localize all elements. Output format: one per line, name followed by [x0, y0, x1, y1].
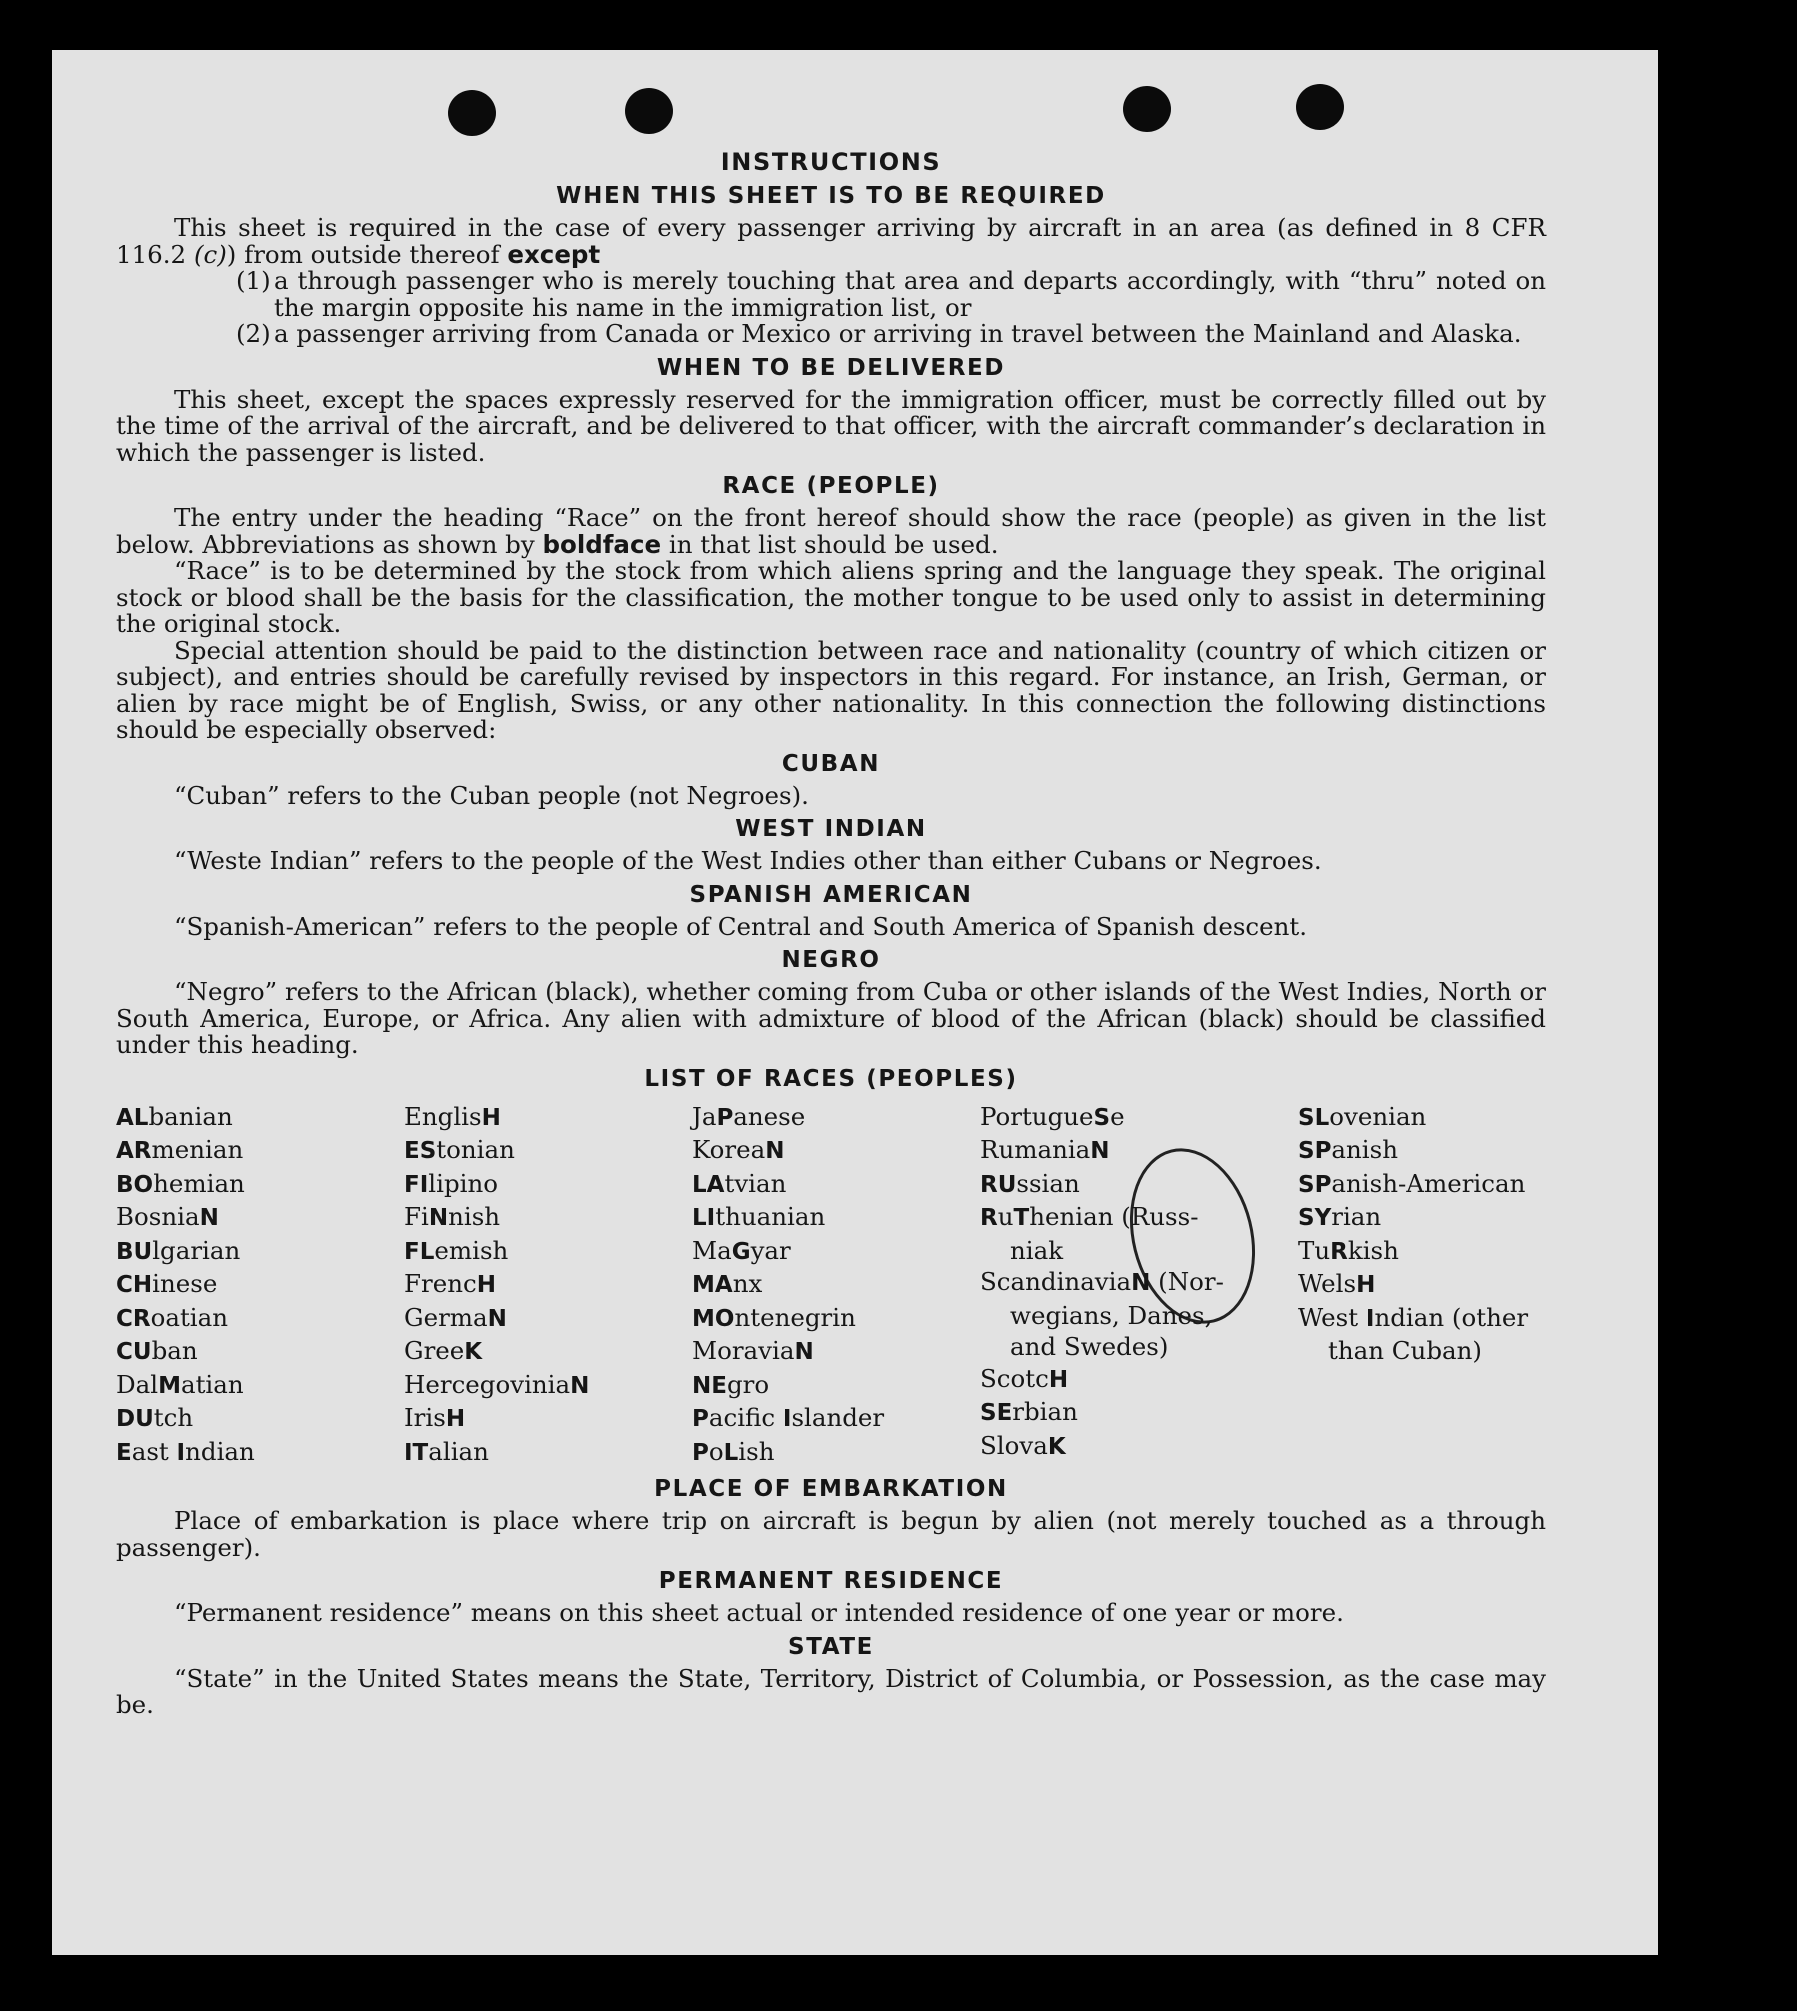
except-bold: except [507, 239, 601, 269]
race-entry [692, 1268, 980, 1302]
race-abbreviation: L [723, 1439, 739, 1466]
races-column [1298, 1101, 1538, 1470]
exception-text: a passenger arriving from Canada or Mexico or arriving in travel between the Mainland and Alaska. [274, 319, 1522, 348]
race-name-part: Ma [692, 1235, 732, 1265]
race-entry [1298, 1201, 1538, 1235]
race-name-part: Portugue [980, 1101, 1094, 1131]
race-name-part: ban [151, 1336, 198, 1365]
race-paragraph: “Race” is to be determined by the stock from which aliens spring and the language they speak. The original stock or blood shall be the basis for the classification, the mother tongue to be used only to assist in determining the original stock. [116, 556, 1546, 638]
race-name-part: Tu [1298, 1235, 1331, 1265]
race-abbreviation: BO [116, 1171, 154, 1198]
boldface-word: boldface [542, 529, 662, 559]
race-name-part: nish [448, 1202, 501, 1231]
race-entry [116, 1335, 404, 1369]
race-abbreviation: CR [116, 1305, 151, 1332]
cfr-reference: (c) [193, 239, 227, 269]
spanish-american-heading: SPANISH AMERICAN [689, 881, 973, 908]
race-abbreviation: SY [1298, 1205, 1332, 1231]
race-name-part: hemian [153, 1168, 245, 1198]
race-entry [980, 1300, 1298, 1332]
embarkation-heading: PLACE OF EMBARKATION [654, 1476, 1008, 1502]
race-entry [980, 1430, 1298, 1464]
race-name-part: alian [428, 1436, 489, 1466]
race-name-part: anish-American [1331, 1168, 1526, 1198]
race-entry [116, 1268, 404, 1302]
intro-text: ) from outside thereof [226, 239, 508, 269]
race-abbreviation: P [692, 1406, 709, 1432]
punch-hole [1123, 86, 1171, 132]
document-page [52, 50, 1658, 1955]
race-abbreviation: M [158, 1372, 181, 1399]
race-abbreviation: NE [692, 1372, 727, 1399]
race-entry [404, 1101, 692, 1135]
west-indian-heading: WEST INDIAN [735, 816, 927, 842]
race-entry [116, 1101, 404, 1135]
race-name-part: tonian [436, 1135, 515, 1164]
race-abbreviation: ES [404, 1138, 437, 1164]
race-abbreviation: E [116, 1439, 132, 1466]
race-abbreviation: T [1013, 1205, 1030, 1231]
race-name-part: Moravia [692, 1336, 795, 1365]
race-name-part: Germa [404, 1302, 488, 1332]
race-text: in that list should be used. [661, 529, 999, 559]
race-name-part: West [1298, 1302, 1366, 1332]
race-abbreviation: S [1093, 1104, 1111, 1131]
race-name-part: niak [1010, 1235, 1064, 1265]
race-entry [404, 1335, 692, 1369]
race-entry [692, 1335, 980, 1369]
race-name-part: Englis [404, 1101, 482, 1131]
cuban-heading: CUBAN [781, 750, 881, 777]
race-entry [404, 1235, 692, 1269]
race-entry [692, 1302, 980, 1336]
race-abbreviation: H [1048, 1366, 1069, 1393]
race-abbreviation: I [1365, 1305, 1375, 1332]
race-entry [1298, 1134, 1538, 1168]
race-name-part: henian (Russ- [1029, 1202, 1199, 1231]
race-abbreviation: H [481, 1104, 501, 1131]
list-of-races-heading: LIST OF RACES (PEOPLES) [644, 1065, 1018, 1092]
race-name-part: kish [1347, 1235, 1399, 1265]
race-entry [692, 1402, 980, 1436]
race-abbreviation: I [782, 1406, 792, 1432]
race-entry [980, 1363, 1298, 1397]
race-entry [404, 1369, 692, 1403]
race-entry [692, 1369, 980, 1403]
state-text: “State” in the United States means the State, Territory, District of Columbia, or Possession, as the case may be. [116, 1663, 1546, 1719]
race-name-part: ast [131, 1436, 177, 1466]
race-abbreviation: K [464, 1339, 483, 1365]
when-delivered-text: This sheet, except the spaces expressly reserved for the immigration officer, must be correctly filled out by the time of the arrival of the aircraft, and be delivered to that officer, with the aircraft commander’s declaration in which the passenger is listed. [116, 384, 1546, 467]
punch-hole [625, 88, 673, 134]
race-entry [692, 1134, 980, 1168]
race-abbreviation: N [428, 1205, 449, 1231]
intro-text: This sheet is required in the case of every passenger arriving by aircraft in an area (as defined in 8 CFR 116.2 [116, 213, 1546, 269]
race-name-part: ntenegrin [734, 1302, 856, 1332]
exception-number: (1) [236, 266, 271, 295]
race-name-part: acific [708, 1403, 783, 1432]
race-abbreviation: I [176, 1439, 186, 1466]
race-abbreviation: N [487, 1305, 507, 1332]
exception-item [116, 268, 1546, 321]
race-entry [116, 1168, 404, 1202]
race-abbreviation: LI [692, 1205, 716, 1231]
race-name-part: ndian [185, 1436, 255, 1466]
race-name-part: ish [738, 1436, 775, 1466]
spanish-american-text: “Spanish-American” refers to the people of Central and South America of Spanish descent. [174, 911, 1308, 941]
race-entry [1298, 1268, 1538, 1302]
cuban-text: “Cuban” refers to the Cuban people (not Negroes). [174, 780, 809, 810]
races-list [116, 1101, 1546, 1470]
race-entry [116, 1402, 404, 1436]
race-name-part: banian [148, 1101, 233, 1131]
race-name-part: ovenian [1329, 1101, 1427, 1131]
race-abbreviation: SP [1298, 1138, 1332, 1164]
race-name-part: tch [153, 1403, 194, 1432]
race-name-part: menian [151, 1135, 244, 1164]
race-text: The entry under the heading “Race” on the front hereof should show the race (people) as given in the list below. Abbreviations as shown by [116, 503, 1546, 559]
race-name-part: rbian [1012, 1397, 1078, 1426]
race-name-part: Rumania [980, 1135, 1091, 1164]
race-entry [980, 1201, 1298, 1235]
west-indian-text: “Weste Indian” refers to the people of the West Indies other than either Cubans or Negroes. [174, 846, 1322, 875]
race-entry [980, 1266, 1298, 1300]
race-name-part: gro [726, 1369, 770, 1399]
race-entry [404, 1201, 692, 1235]
race-entry [404, 1168, 692, 1202]
race-name-part: Korea [692, 1135, 766, 1164]
race-name-part: Dal [116, 1369, 159, 1399]
race-entry [116, 1201, 404, 1235]
race-entry [692, 1436, 980, 1470]
race-abbreviation: CH [116, 1272, 153, 1298]
race-abbreviation: DU [116, 1406, 154, 1432]
races-column [116, 1101, 404, 1470]
race-abbreviation: BU [116, 1238, 153, 1265]
negro-heading: NEGRO [781, 947, 881, 973]
race-entry [1298, 1302, 1538, 1336]
race-name-part: rian [1331, 1202, 1382, 1231]
race-abbreviation: G [731, 1238, 751, 1265]
race-abbreviation: P [716, 1104, 734, 1131]
race-heading: RACE (PEOPLE) [722, 473, 940, 499]
race-name-part: e [1110, 1101, 1125, 1131]
race-abbreviation: RU [980, 1171, 1017, 1198]
race-abbreviation: N [794, 1339, 814, 1365]
race-entry [1298, 1168, 1538, 1202]
race-name-part: ndian (other [1374, 1302, 1529, 1332]
race-abbreviation: FL [404, 1238, 435, 1265]
race-name-part: nx [732, 1269, 763, 1298]
race-name-part: Gree [404, 1336, 465, 1365]
when-required-intro [116, 215, 1546, 268]
race-abbreviation: H [1356, 1272, 1376, 1298]
race-name-part: emish [434, 1235, 509, 1265]
race-entry [1298, 1235, 1538, 1269]
race-name-part: anese [733, 1101, 806, 1131]
race-entry [404, 1302, 692, 1336]
race-entry [692, 1101, 980, 1135]
race-entry [980, 1235, 1298, 1267]
race-name-part: Frenc [404, 1269, 477, 1298]
permanent-residence-text: “Permanent residence” means on this sheet actual or intended residence of one year or more. [174, 1598, 1344, 1627]
race-entry [116, 1436, 404, 1470]
race-name-part: u [997, 1202, 1014, 1231]
race-name-part: than Cuban) [1328, 1336, 1482, 1365]
when-required-heading: WHEN THIS SHEET IS TO BE REQUIRED [556, 183, 1106, 209]
race-entry [404, 1402, 692, 1436]
race-name-part: Scandinavia [980, 1267, 1132, 1296]
race-entry [1298, 1101, 1538, 1135]
race-abbreviation: SP [1298, 1171, 1332, 1198]
races-column [692, 1101, 980, 1470]
race-name-part: yar [750, 1235, 791, 1265]
race-abbreviation: SE [980, 1400, 1013, 1426]
race-name-part: o [708, 1436, 724, 1466]
race-name-part: and Swedes) [1010, 1332, 1169, 1361]
race-entry [980, 1101, 1298, 1135]
race-name-part: Hercegovinia [404, 1369, 571, 1399]
when-delivered-heading: WHEN TO BE DELIVERED [656, 354, 1006, 381]
race-abbreviation: H [445, 1406, 466, 1432]
race-abbreviation: LA [692, 1171, 725, 1198]
instructions-title: INSTRUCTIONS [720, 148, 942, 176]
race-name-part: Wels [1298, 1269, 1357, 1298]
race-abbreviation: N [570, 1372, 590, 1399]
race-entry [404, 1268, 692, 1302]
race-entry [980, 1396, 1298, 1430]
race-abbreviation: CU [116, 1339, 152, 1365]
race-entry [980, 1331, 1298, 1363]
punch-hole [1296, 84, 1344, 130]
exception-item [116, 321, 1546, 348]
instructions-body [116, 148, 1546, 1719]
race-entry [116, 1302, 404, 1336]
exception-text: a through passenger who is merely touching that area and departs accordingly, with “thru” noted on the margin opposite his name in the immigration list, or [274, 266, 1546, 322]
race-entry [116, 1134, 404, 1168]
race-abbreviation: MA [692, 1272, 733, 1298]
race-entry [404, 1134, 692, 1168]
race-abbreviation: K [1047, 1433, 1066, 1460]
race-name-part: Bosnia [116, 1202, 200, 1231]
race-abbreviation: IT [404, 1439, 429, 1466]
race-entry [980, 1168, 1298, 1202]
state-heading: STATE [788, 1633, 874, 1660]
race-name-part: wegians, Danes, [1010, 1300, 1213, 1330]
race-paragraph [116, 505, 1546, 558]
race-name-part: ssian [1016, 1168, 1080, 1198]
permanent-residence-heading: PERMANENT RESIDENCE [658, 1568, 1004, 1594]
race-paragraph: Special attention should be paid to the distinction between race and nationality (country of which citizen or subject), and entries should be carefully revised by inspectors in this regard. For instance, an Irish, German, or alien by race might be of English, Swiss, or any other nationality. In this connection the following distinctions should be especially observed: [116, 635, 1546, 744]
race-entry [980, 1134, 1298, 1168]
race-name-part: Iris [404, 1403, 446, 1432]
race-name-part: inese [152, 1269, 218, 1298]
negro-text: “Negro” refers to the African (black), whether coming from Cuba or other islands of the West Indies, North or South America, Europe, or Africa. Any alien with admixture of blood of the African (black) should be classified under this heading. [116, 977, 1546, 1059]
race-entry [1298, 1335, 1538, 1367]
race-name-part: oatian [150, 1302, 229, 1332]
exception-number: (2) [236, 319, 271, 348]
race-name-part: lgarian [152, 1235, 241, 1265]
race-name-part: tvian [724, 1168, 787, 1198]
punch-hole [448, 90, 496, 136]
race-name-part: Fi [404, 1202, 429, 1231]
race-name-part: thuanian [715, 1202, 826, 1231]
race-abbreviation: MO [692, 1305, 735, 1332]
race-name-part: anish [1331, 1135, 1398, 1164]
race-abbreviation: N [765, 1138, 785, 1164]
race-abbreviation: SL [1298, 1104, 1330, 1131]
race-abbreviation: FI [404, 1171, 429, 1198]
race-abbreviation: R [980, 1205, 998, 1231]
race-name-part: Scotc [980, 1363, 1049, 1393]
race-abbreviation: H [476, 1272, 496, 1298]
race-abbreviation: P [692, 1439, 709, 1466]
race-entry [404, 1436, 692, 1470]
race-entry [116, 1369, 404, 1403]
race-name-part: (Nor- [1150, 1267, 1224, 1296]
race-name-part: lipino [428, 1168, 499, 1198]
race-name-part: Ja [692, 1101, 717, 1131]
race-entry [116, 1235, 404, 1269]
race-entry [692, 1235, 980, 1269]
embarkation-text: Place of embarkation is place where trip on aircraft is begun by alien (not merely touched as a through passenger). [116, 1506, 1546, 1562]
race-abbreviation: N [1131, 1270, 1151, 1296]
race-name-part: atian [180, 1369, 244, 1399]
race-entry [692, 1168, 980, 1202]
race-abbreviation: AR [116, 1138, 152, 1164]
race-name-part: Slova [980, 1430, 1048, 1460]
race-abbreviation: N [199, 1205, 219, 1231]
race-abbreviation: AL [116, 1104, 149, 1131]
race-entry [692, 1201, 980, 1235]
race-abbreviation: R [1330, 1238, 1348, 1265]
race-name-part: slander [791, 1403, 885, 1432]
races-column [404, 1101, 692, 1470]
races-column [980, 1101, 1298, 1470]
race-abbreviation: N [1090, 1138, 1110, 1164]
